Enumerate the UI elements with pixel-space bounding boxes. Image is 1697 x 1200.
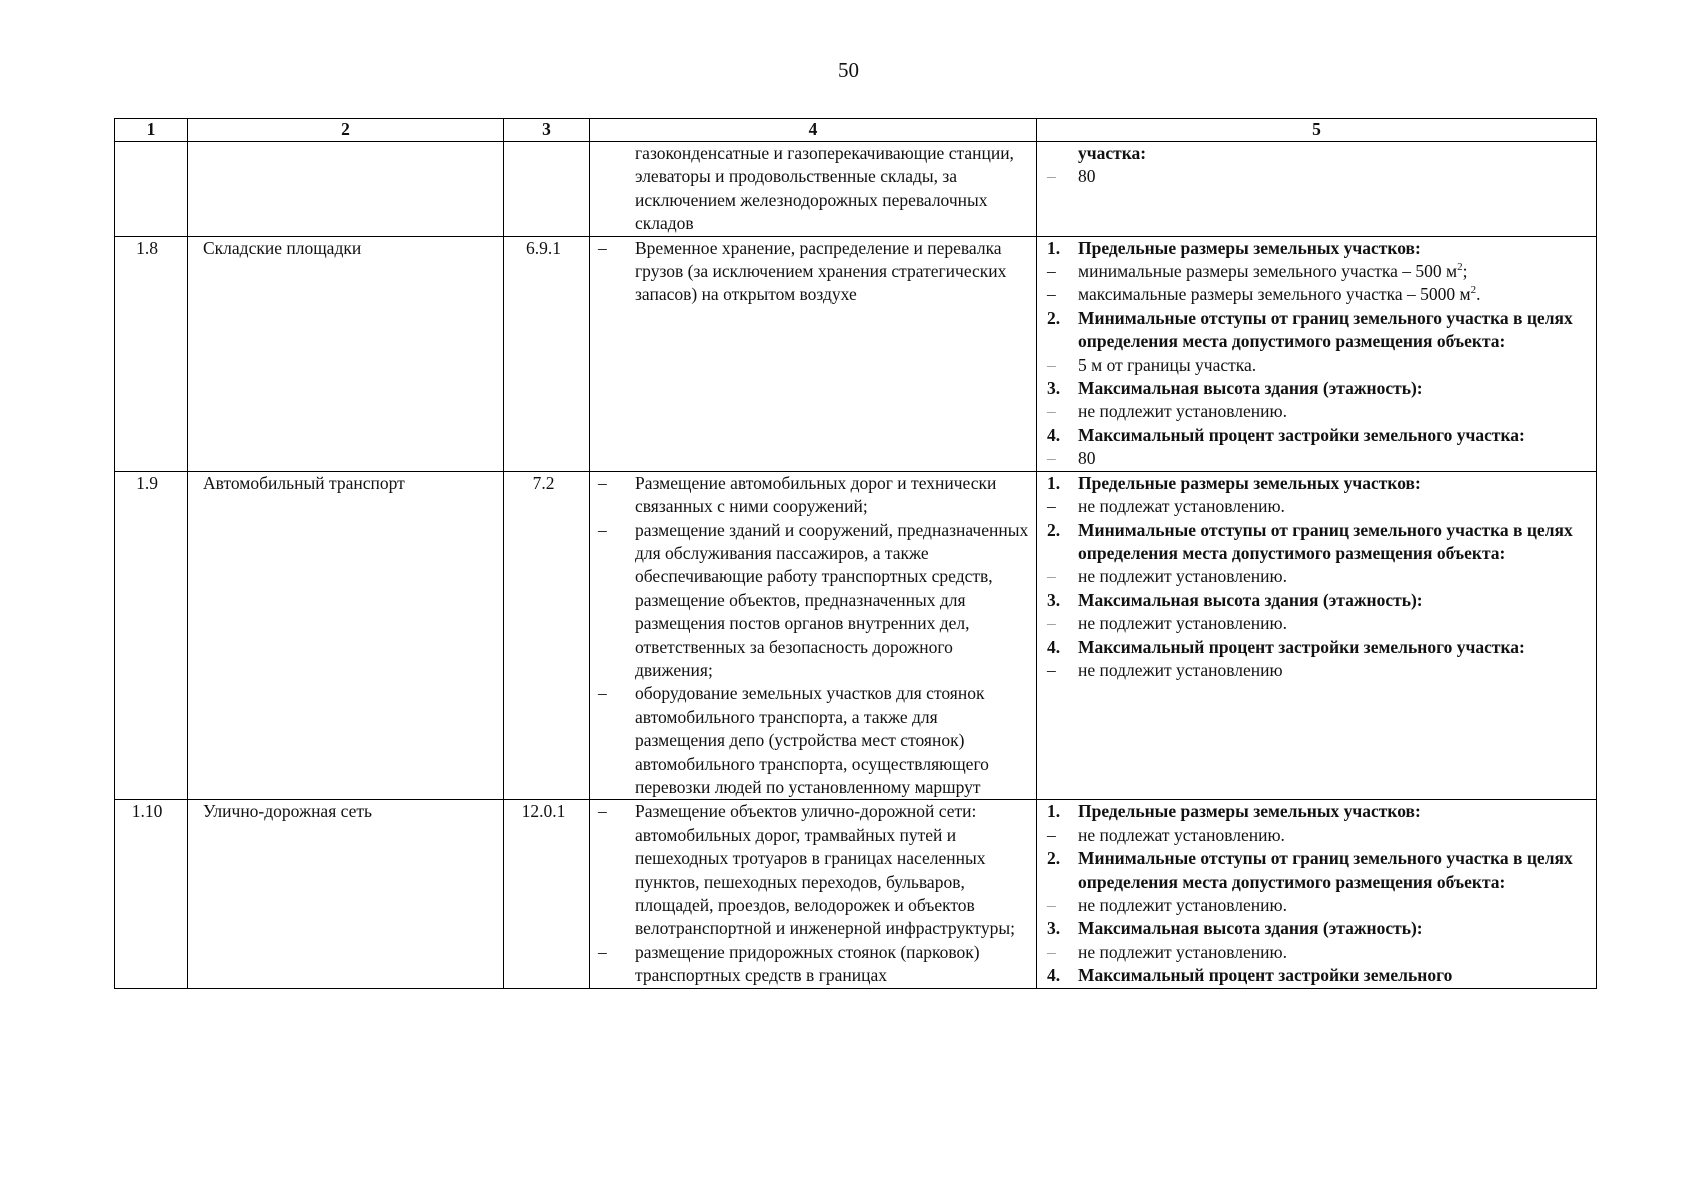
param-value: не подлежит установлению [1078,659,1283,680]
table-row [115,471,1597,800]
row-parameters-cell: 1. Предельные размеры земельных участков: – не подлежат установлению. 2. Минимальные отступы от границ земельного участка в целях определения места допустимого размещения объекта: – не подлежит установлению. 3. Максимальная высота здания (этажность): – не подлежит установлению. 4. Максимальный процент застройки земельного [1037,800,1597,988]
param-value: 80 [1078,166,1096,187]
param-heading: Максимальный процент застройки земельного [1078,965,1453,986]
row-number-cell: 1.8 [115,236,188,471]
param-value: не подлежит установлению. [1078,566,1287,587]
param-heading: участка: [1078,143,1147,163]
row-number-cell: 1.9 [115,471,188,800]
page-number: 50 [838,58,859,82]
param-value: не подлежит установлению. [1078,895,1287,915]
list-item: – размещение придорожных стоянок (парковок) транспортных средств в границах [598,941,980,986]
header-col-1: 1 [115,119,188,142]
param-heading: Минимальные отступы от границ земельного участка в целях определения места допустимого размещения объекта: [1078,519,1573,563]
param-value: 5 м от границы участка. [1078,354,1257,375]
row-name-cell: Улично-дорожная сеть [188,800,504,988]
list-item: газоконденсатные и газоперекачивающие станции, элеваторы и продовольственные склады, за исключением железнодорожных перевалочных складов [635,143,1014,234]
param-value: 80 [1078,448,1096,469]
list-item: – Размещение объектов улично-дорожной сети: автомобильных дорог, трамвайных путей и пешеходных тротуаров в границах населенных пунктов, пешеходных переходов, бульваров, площадей, проездов, велодорожек и объектов велотранспортной и инженерной инфраструктуры; [598,801,1015,939]
param-value: не подлежит установлению. [1078,401,1287,422]
row-name-cell: Автомобильный транспорт [188,471,504,800]
param-value: не подлежит установлению. [1078,613,1287,634]
header-col-2: 2 [188,119,504,142]
row-description-cell [590,142,1037,237]
row-description-cell [590,471,1037,800]
table-row [115,142,1597,237]
zoning-table [114,118,1597,989]
param-heading: Максимальный процент застройки земельного участка: [1078,424,1525,445]
param-heading: Минимальные отступы от границ земельного участка в целях определения места допустимого размещения объекта: [1078,307,1573,352]
header-col-5: 5 [1037,119,1597,142]
row-code-cell: 12.0.1 [504,800,590,988]
header-col-3: 3 [504,119,590,142]
param-value: не подлежат установлению. [1078,496,1285,517]
header-col-4: 4 [590,119,1037,142]
row-description-cell [590,236,1037,471]
row-parameters-cell: 1. Предельные размеры земельных участков: – минимальные размеры земельного участка – 500 $м^2$; – максимальные размеры земельного участка – 5000 $м^2$. 2. Минимальные отступы от границ земельного участка в целях определения места допустимого размещения объекта: – 5 м от границы участка. 3. Максимальная высота здания (этажность): – не подлежит установлению. 4. Максимальный процент застройки земельного участка: – 80 [1037,236,1597,471]
table-row [115,800,1597,988]
param-heading: Предельные размеры земельных участков: [1078,472,1421,493]
row-name-cell [188,142,504,237]
table-row [115,236,1597,471]
row-code-cell: 6.9.1 [504,236,590,471]
list-item: – размещение зданий и сооружений, предназначенных для обслуживания пассажиров, а также обеспечивающие работу транспортных средств, размещение объектов, предназначенных для размещения постов органов внутренних дел, ответственных за безопасность дорожного движения; [598,519,1029,680]
list-item: – Временное хранение, распределение и перевалка грузов (за исключением хранения стратегических запасов) на открытом воздухе [598,237,1007,305]
row-parameters-cell: 1. Предельные размеры земельных участков: – не подлежат установлению. 2. Минимальные отступы от границ земельного участка в целях определения места допустимого размещения объекта: – не подлежит установлению. 3. Максимальная высота здания (этажность): – не подлежит установлению. 4. Максимальный процент застройки земельного участка: – не подлежит установлению [1037,471,1597,800]
param-heading: Предельные размеры земельных участков: [1078,237,1421,258]
param-heading: Минимальные отступы от границ земельного участка в целях определения места допустимого размещения объекта: [1078,848,1573,892]
table-header-row [115,119,1597,142]
row-name-cell: Складские площадки [188,236,504,471]
param-value: минимальные размеры земельного участка – 500 $м^2$; [1078,261,1468,282]
param-value: максимальные размеры земельного участка – 5000 $м^2$. [1078,284,1481,305]
row-code-cell [504,142,590,237]
param-heading: Предельные размеры земельных участков: [1078,801,1421,822]
list-item: – Размещение автомобильных дорог и технически связанных с ними сооружений; [598,472,997,517]
row-description-cell [590,800,1037,988]
param-value: не подлежат установлению. [1078,824,1285,845]
param-heading: Максимальная высота здания (этажность): [1078,589,1423,610]
param-heading: Максимальный процент застройки земельного участка: [1078,636,1525,657]
row-number-cell [115,142,188,237]
row-number-cell: 1.10 [115,800,188,988]
list-item: – оборудование земельных участков для стоянок автомобильного транспорта, а также для размещения депо (устройства мест стоянок) автомобильного транспорта, осуществляющего перевозки людей по установленному маршрут [598,683,989,797]
param-value: не подлежит установлению. [1078,941,1287,962]
row-code-cell: 7.2 [504,471,590,800]
param-heading: Максимальная высота здания (этажность): [1078,378,1423,399]
param-heading: Максимальная высота здания (этажность): [1078,918,1423,939]
row-parameters-cell: участка: – 80 [1037,142,1597,237]
